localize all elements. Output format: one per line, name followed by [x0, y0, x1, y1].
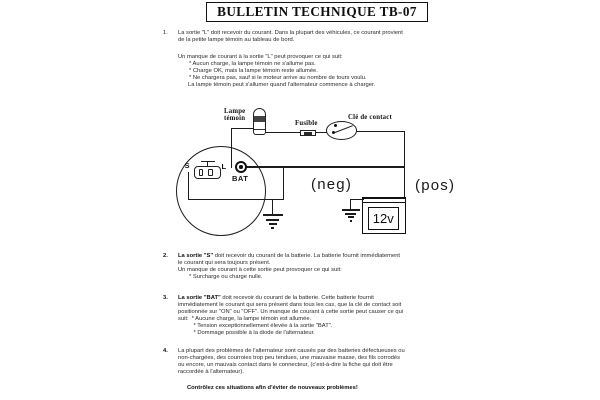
ground-bar [271, 227, 275, 229]
alternator-ground-icon [262, 199, 283, 231]
text-line: positionnée sur "ON" ou "OFF". Un manque de courant à cette sortie peut causer ce qui [178, 309, 404, 315]
text-line: immédiatement le courant qui sera présent dans tous les cas, que la clé de contact soit [178, 302, 402, 308]
wire-lamp-to-fuse [265, 132, 300, 133]
text-span: suit: [178, 316, 189, 322]
bold-lead: La sortie "BAT" [178, 295, 221, 301]
lamp-filament-band [254, 116, 265, 122]
text-line: raccordée à l'alternateur). [178, 369, 244, 375]
text-line: le courant qui sera toujours présent. [178, 260, 271, 266]
wire-switch-to-corner [357, 131, 405, 132]
lamp-label-line2: témoin [224, 115, 246, 123]
ground-bar [263, 214, 283, 216]
text-line: ou encore, un mauvais contact dans le connecteur, (c'est-à-dire la fiche qui doit être [178, 362, 393, 368]
paragraph-3 [178, 295, 403, 337]
text-line: Un manque de courant à la sortie "L" peut provoquer ce qui suit: [178, 54, 343, 60]
bullet-line: * Ne chargera pas, sauf si le moteur arrive au nombre de tours voulu. [189, 75, 367, 81]
indicator-lamp [253, 108, 266, 135]
battery-voltage: 12v [372, 210, 394, 226]
ground-stem [350, 199, 351, 209]
alternator-body [176, 146, 266, 236]
item-number-4: 4. [163, 348, 168, 354]
item-number-1: 1. [163, 30, 168, 36]
paragraph-4 [178, 348, 405, 392]
stator-connector [194, 166, 221, 180]
text-line [178, 295, 403, 302]
lamp-base-line [254, 129, 265, 130]
wire-s-vertical-right [283, 168, 284, 199]
pos-label: (pos) [415, 177, 456, 194]
lamp-label [224, 108, 245, 122]
connector-pin-left [199, 169, 204, 177]
fuse-element [304, 132, 312, 135]
ignition-contact-upper [334, 124, 337, 127]
text-line: de la petite lampe témoin au tableau de bord. [178, 37, 295, 43]
ground-stem [272, 199, 273, 214]
text-line: La plupart des problèmes de l'alternateur sont causés par des batteries défectueuses ou [178, 348, 405, 354]
bat-terminal-label: BAT [232, 174, 249, 183]
item-number-2: 2. [163, 253, 168, 259]
text-line: La sortie "L" doit recevoir du courant. Dans la plupart des véhicules, ce courant provient [178, 30, 403, 36]
ground-bar [342, 209, 360, 211]
text-line: Un manque de courant à cette sortie peut provoquer ce qui suit: [178, 267, 342, 273]
fuse-label: Fusible [295, 120, 318, 127]
fuse-symbol [300, 130, 316, 137]
connector-pin-right [208, 169, 213, 177]
ground-bar [345, 213, 356, 215]
ground-bar [266, 219, 279, 221]
neg-label: (neg) [311, 176, 353, 193]
closing-statement: Contrôlez ces situations afin d'éviter de nouveaux problèmes! [187, 385, 358, 391]
battery-top-line [363, 202, 405, 203]
bullet-line: * Charge OK, mais la lampe témoin reste allumée. [189, 68, 318, 74]
bold-lead: La sortie "S" [178, 253, 214, 259]
paragraph-2 [178, 253, 400, 281]
ground-bar [348, 216, 354, 218]
wire-bat-thick [245, 166, 405, 169]
ignition-label: Clé de contact [348, 114, 392, 121]
bullet-line: * Aucun charge, la lampe témoin ne s'allume pas. [189, 61, 316, 67]
text-line [178, 316, 403, 323]
wire-lamp-vertical [231, 128, 232, 168]
text-line: non-chargées, des courroies trop peu tendues, une mauvaise masse, des fils corrodés [178, 355, 401, 361]
text-line: La lampe témoin peut s'allumer quand l'alternateur commence à charger. [188, 82, 376, 88]
bullet-line: * Tension exceptionnellement élevée à la sortie "BAT". [193, 323, 333, 329]
bullet-line: * Surcharge ou charge nulle. [189, 274, 263, 280]
terminal-s-label: S [184, 160, 190, 170]
ground-bar [350, 220, 353, 222]
wire-lamp-horizontal [231, 128, 254, 129]
bat-terminal-dot [239, 165, 242, 168]
battery-box [362, 197, 406, 234]
terminal-l-label: L [221, 162, 227, 171]
text-span: doit recevoir du courant de la batterie. Cette batterie fournit [220, 295, 374, 301]
lamp-label-line1: Lampe [224, 108, 246, 115]
wire-positive-vertical [404, 131, 405, 198]
page-title: BULLETIN TECHNIQUE TB-07 [217, 4, 417, 19]
wire-s-vertical-left [188, 172, 189, 200]
text-line [178, 253, 400, 260]
bullet-line: * Dommage possible à la diode de l'alternateur. [193, 330, 315, 336]
bullet-span: * Aucune charge, la lampe témoin est allumée. [191, 316, 312, 322]
text-span: doit recevoir du courant de la batterie. La batterie fournit immédiatement [213, 253, 401, 259]
ground-bar [269, 223, 277, 225]
item-number-3: 3. [163, 295, 168, 301]
